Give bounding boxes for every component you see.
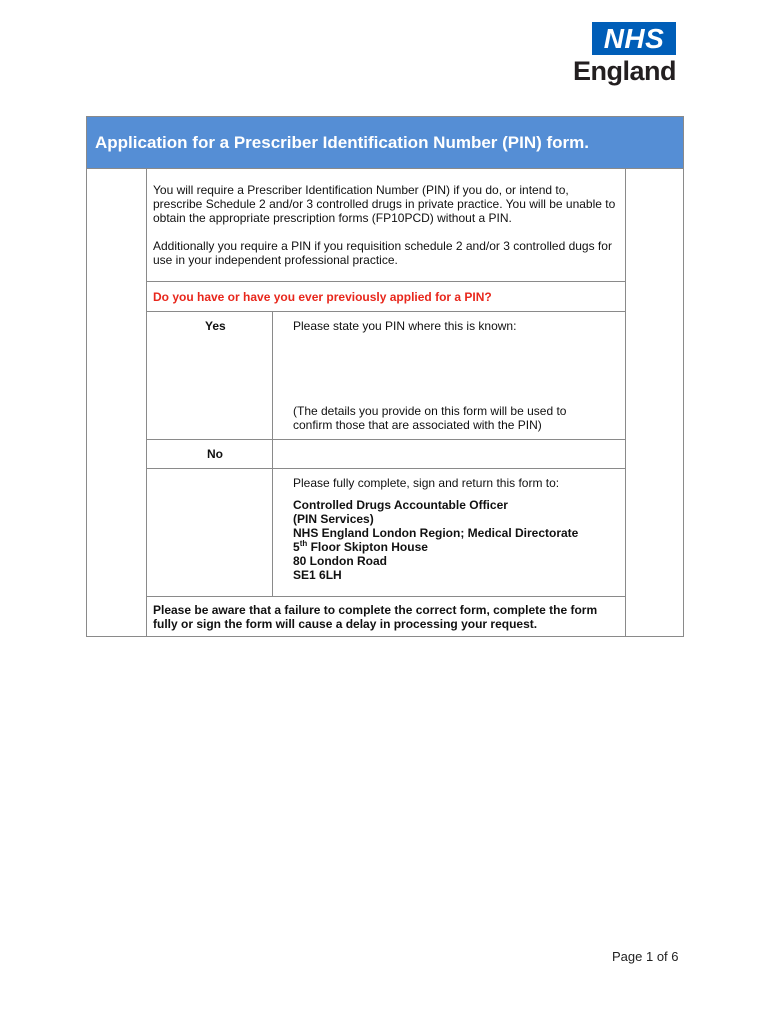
address-line-3: NHS England London Region; Medical Directorate xyxy=(293,526,579,540)
intro-paragraph-2: Additionally you require a PIN if you requisition schedule 2 and/or 3 controlled dugs for use in your independent professional practice. xyxy=(153,239,612,267)
return-prompt: Please fully complete, sign and return this form to: xyxy=(293,476,560,490)
no-label: No xyxy=(207,447,223,461)
warning-text: Please be aware that a failure to complete the correct form, complete the form fully or sign the form will cause a delay in processing your request. xyxy=(153,603,598,631)
column-divider xyxy=(272,311,273,596)
row-divider-question xyxy=(146,281,625,282)
address-line-1: Controlled Drugs Accountable Officer xyxy=(293,498,508,512)
return-address xyxy=(293,498,618,582)
page-number: Page 1 of 6 xyxy=(612,949,679,964)
nhs-logo-box: NHS xyxy=(592,22,676,55)
intro-paragraph-1: You will require a Prescriber Identification Number (PIN) if you do, or intend to, prescribe Schedule 2 and/or 3 controlled drugs in private practice. You will be unable to obtain the appropriate prescription forms (FP10PCD) without a PIN. xyxy=(153,183,616,225)
form-title: Application for a Prescriber Identification Number (PIN) form. xyxy=(95,133,590,152)
pin-application-form xyxy=(86,116,684,637)
address-line-5: 80 London Road xyxy=(293,554,387,568)
right-margin-line xyxy=(625,169,626,637)
row-divider-no xyxy=(146,439,625,440)
nhs-logo-region: England xyxy=(573,56,676,86)
row-divider-warning xyxy=(146,596,625,597)
left-margin-line xyxy=(146,169,147,637)
row-divider-yes xyxy=(146,311,625,312)
yes-label: Yes xyxy=(205,319,226,333)
yes-note: (The details you provide on this form will be used to confirm those that are associated with the PIN) xyxy=(293,404,567,432)
address-line-4: 5th Floor Skipton House xyxy=(293,539,428,554)
pin-question: Do you have or have you ever previously applied for a PIN? xyxy=(153,290,492,304)
nhs-england-logo xyxy=(566,22,678,88)
form-header xyxy=(87,117,683,169)
address-line-6: SE1 6LH xyxy=(293,568,342,582)
row-divider-return xyxy=(146,468,625,469)
address-line-2: (PIN Services) xyxy=(293,512,374,526)
yes-pin-prompt: Please state you PIN where this is known: xyxy=(293,319,517,333)
